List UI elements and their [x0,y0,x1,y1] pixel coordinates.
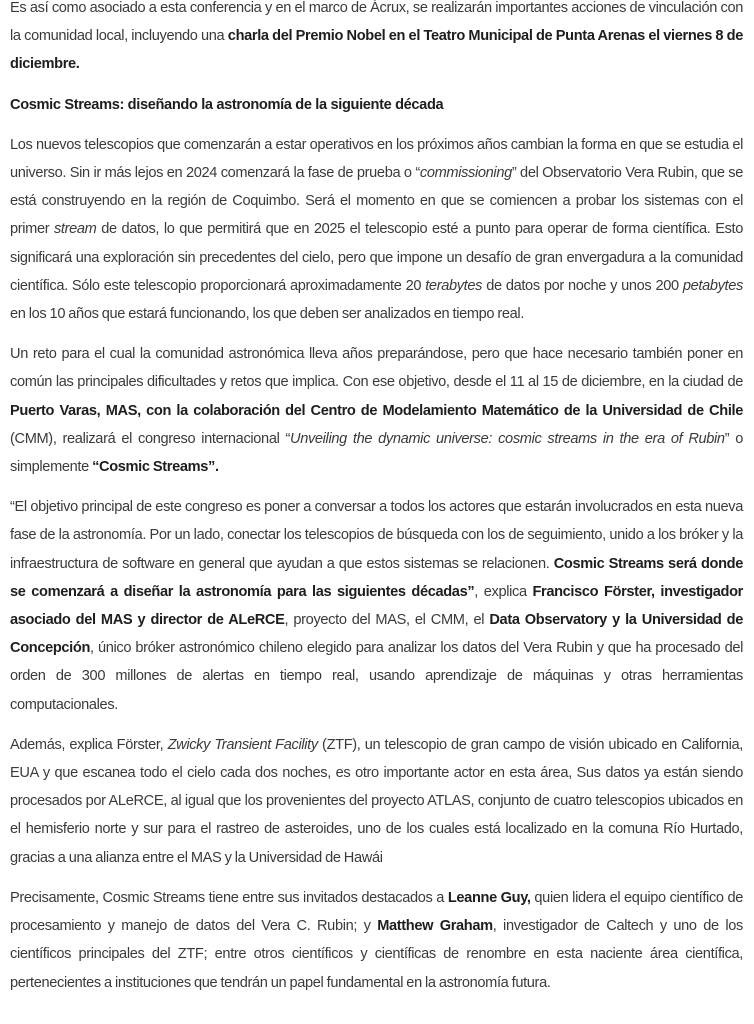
text-run: (ZTF), un telescopio de gran campo de visión ubicado en California, EUA y que escanea todo el cielo cada dos noches, es otro importante actor en esta área, Sus datos ya están siendo procesados por ALeRCE, al igual que los provenientes del proyecto ATLAS, conjunto de cuatro telescopios ubicados en el hemisferio norte y sur para el rastreo de asteroides, uno de los cuales está localizado en la comuna Río Hurtado, gracias a una alianza entre el MAS y la Universidad de Hawái [10,736,744,866]
text-run: , único bróker astronómico chileno elegido para analizar los datos del Vera Rubin y que ha procesado del orden de 300 millones de alertas en tiempo real, usando aprendizaje de máquinas y otras herramientas computacionales. [10,640,743,713]
text-run: de datos, lo que permitirá que en 2025 el telescopio esté a punto para operar de forma científica. Esto significará una exploración sin precedentes del cielo, pero que impone un desafío de gran envergadura a la comunidad científica. Sólo este telescopio proporcionará aproximadamente 20 [10,221,743,294]
text-run: (CMM), realizará el congreso internacional “ [10,430,290,447]
bold-text: Francisco Förster, investigador asociado del MAS y director de ALeRCE [10,583,743,629]
italic-text: Unveiling the dynamic universe: cosmic streams in the era of Rubin [290,430,725,447]
bold-text: “Cosmic Streams”. [92,459,219,476]
bold-text: Leanne Guy, [447,889,531,906]
bold-text: charla del Premio Nobel en el Teatro Municipal de Punta Arenas el viernes 8 de diciembre. [10,28,743,73]
text-run: ” o simplemente [10,430,743,476]
paragraph-new-telescopes [10,131,743,328]
italic-text: petabytes [682,277,743,294]
text-run: en los 10 años que estará funcionando, los que deben ser analizados en tiempo real. [10,306,525,323]
italic-text: terabytes [425,277,483,294]
paragraph-ztf-atlas [10,731,743,872]
paragraph-congress-announcement [10,340,743,481]
text-run: quien lidera el equipo científico de procesamiento y manejo de datos del Vera C. Rubin; y [10,889,743,935]
section-heading: Cosmic Streams: diseñando la astronomía de la siguiente década [10,96,444,113]
text-run: Además, explica Förster, [10,736,168,753]
text-run: “El objetivo principal de este congreso es poner a conversar a todos los actores que estarán involucrados en esta nueva fase de la astronomía. Por un lado, conectar los telescopios de búsqueda con los de seguimiento, unido a los bróker y la infraestructura de software en general que ayudan a que estos sistemas se relacionen. [10,499,743,572]
text-run: ” del Observatorio Vera Rubin, que se está construyendo en la región de Coquimbo. Será el momento en que se comiencen a probar los sistemas con el primer [10,165,743,238]
text-run: Precisamente, Cosmic Streams tiene entre sus invitados destacados a [10,889,448,906]
bold-text: Cosmic Streams será donde se comenzará a diseñar la astronomía para las siguientes décadas” [10,555,743,600]
bold-text: Puerto Varas, MAS, con la colaboración del Centro de Modelamiento Matemático de la Universidad de Chile [10,402,743,419]
text-run: de datos por noche y unos 200 [482,277,683,294]
text-run: Un reto para el cual la comunidad astronómica lleva años preparándose, pero que hace necesario también poner en común las principales dificultades y retos que implica. Con ese objetivo, desde el 11 al 15 de diciembre, en la ciudad de [10,346,743,391]
italic-text: commissioning [419,165,512,182]
text-run: Es así como asociado a esta conferencia y en el marco de Ácrux, se realizarán importantes acciones de vinculación con la comunidad local, incluyendo una [10,0,743,45]
paragraph-acrux-outreach [10,0,743,79]
italic-text: Zwicky Transient Facility [167,736,318,753]
bold-text: Matthew Graham [377,918,493,935]
text-run: , explica [474,583,533,600]
paragraph-invited-speakers [10,884,743,997]
paragraph-forster-quote [10,493,743,719]
text-run: , proyecto del MAS, el CMM, el [284,612,490,629]
text-run: , investigador de Caltech y uno de los científicos principales del ZTF; entre otros científicos y científicas de renombre en esta naciente área científica, pertenecientes a instituciones que tendrán un papel fundamental en la astronomía futura. [10,918,744,991]
text-run: Los nuevos telescopios que comenzarán a estar operativos en los próximos años cambian la forma en que se estudia el universo. Sin ir más lejos en 2024 comenzará la fase de prueba o “ [10,136,743,182]
italic-text: stream [53,221,97,238]
bold-text: Data Observatory y la Universidad de Concepción [10,612,744,657]
